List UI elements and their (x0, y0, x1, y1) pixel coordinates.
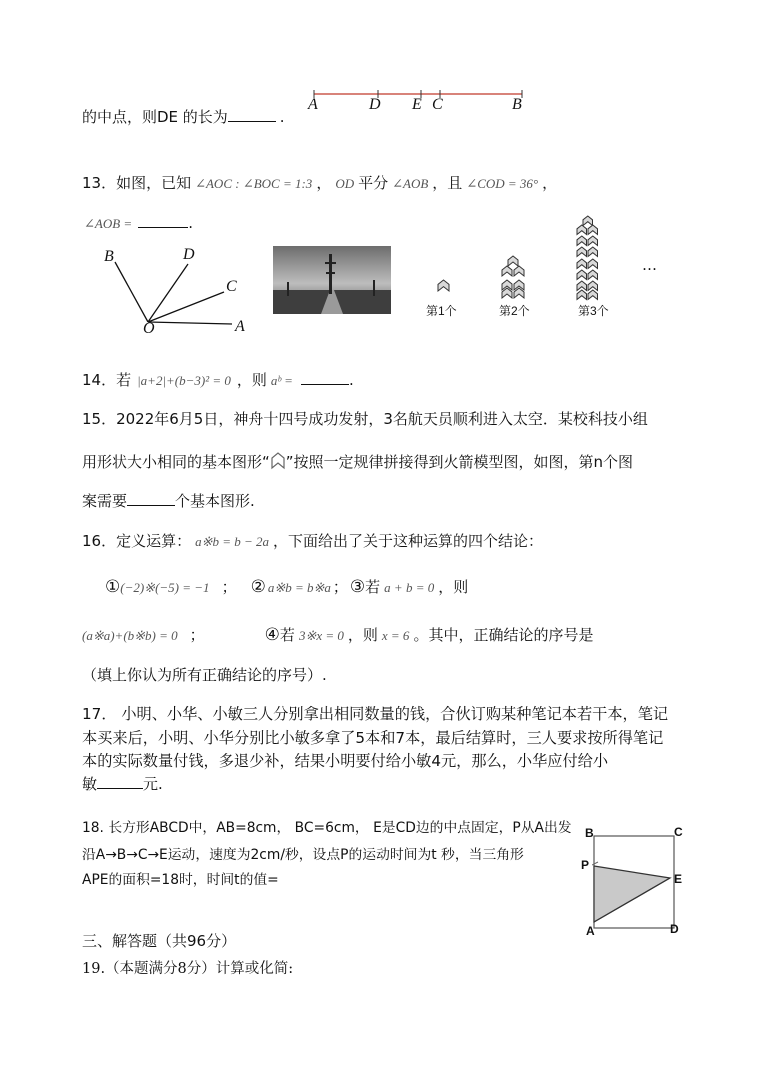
chevron-shape (577, 236, 587, 246)
q18-line1: 18. 长方形ABCD中，AB=8cm， BC=6cm， E是CD边的中点固定，P从A出发 (82, 820, 572, 836)
q16-c4-expr: 3※x = 0 (298, 628, 344, 643)
chevron-shape (577, 225, 587, 235)
q13-cod: ∠COD = 36° (466, 176, 539, 191)
chevron-shape (588, 290, 598, 300)
q16-c2: a※b = b※a (267, 580, 331, 595)
q13-aob-eq: ∠AOB = (84, 216, 133, 231)
q12-text: 的中点，则DE 的长为 (82, 108, 228, 126)
q18-line3: APE的面积=18时，时间t的值= (82, 872, 279, 888)
q13-answer-blank[interactable] (138, 227, 188, 228)
q16-num: 16．定义运算： (82, 532, 192, 550)
q13-period: . (188, 214, 193, 232)
q16-c2-num: ② (250, 577, 266, 597)
rocket-label-3: 第3个 (578, 304, 609, 318)
chevron-shape (588, 247, 598, 257)
q16-c1-num: ① (105, 577, 121, 597)
chevron-shape (577, 247, 587, 257)
q16-c4-then: ，则 (347, 626, 378, 644)
q15-line2a: 用形状大小相同的基本图形“ (82, 453, 270, 471)
q15-answer-blank[interactable] (127, 505, 175, 506)
angle-label-o: O (143, 320, 155, 337)
angle-label-c: C (226, 278, 237, 295)
q17-line3: 本的实际数量付钱，多退少补，结果小明要付给小敏4元，那么，小华应付给小 (82, 752, 609, 770)
q16-line4: （填上你认为所有正确结论的序号）. (82, 666, 327, 684)
rect-label-a: A (586, 924, 595, 938)
q15-line1: 15．2022年6月5日，神舟十四号成功发射，3名航天员顺利进入太空．某校科技小组 (82, 410, 648, 428)
rocket-pattern-figure (420, 214, 620, 304)
q16-c4-if: 若 (279, 626, 295, 644)
launch-photo (273, 246, 391, 314)
q13-and-text: ，且 (432, 174, 463, 192)
chevron-shape (577, 259, 587, 269)
angle-label-d: D (183, 246, 195, 263)
rect-label-e: E (674, 872, 683, 886)
q13-ratio: ∠AOC : ∠BOC = 1:3 (195, 176, 313, 191)
chevron-shape (588, 236, 598, 246)
q12-answer-blank[interactable] (228, 121, 276, 122)
q16-c1: (−2)※(−5) = −1 (120, 580, 210, 595)
q16-c3-if: 若 (365, 578, 381, 596)
q16-line1 (82, 530, 543, 551)
q16-semi3: ； (189, 626, 205, 644)
q13-num: 13．如图，已知 (82, 174, 192, 192)
q14-answer-blank[interactable] (301, 384, 349, 385)
q14-then: ，则 (236, 371, 267, 389)
q16-c4-tail: 。其中，正确结论的序号是 (413, 626, 594, 644)
chevron-shape (514, 288, 524, 298)
seg-label-c: C (432, 96, 443, 113)
q14-period: . (348, 371, 354, 389)
q15-line2b: ”按照一定规律拼接得到火箭模型图，如图，第n个图 (285, 453, 634, 471)
q16-c3b: (a※a)+(b※b) = 0 (82, 628, 178, 643)
chevron-shape (502, 288, 512, 298)
q17-line4 (82, 773, 163, 794)
q15-line3 (82, 490, 255, 511)
chevron-shape (514, 266, 524, 276)
q14-expr: |a+2|+(b−3)² = 0 (137, 373, 231, 388)
q15-line3a: 案需要 (82, 492, 128, 510)
chevron-shape (577, 290, 587, 300)
q13-aob: ∠AOB (392, 176, 429, 191)
chevron-shape (588, 281, 598, 291)
rocket-ellipsis: … (642, 256, 657, 274)
chevron-shape (502, 266, 512, 276)
q16-c3-expr: a + b = 0 (384, 580, 435, 595)
q13-line1 (82, 172, 557, 193)
q17-answer-blank[interactable] (97, 788, 143, 789)
q15-line2 (82, 451, 633, 472)
q17-line4a: 敏 (82, 775, 98, 793)
chevron-shape (588, 270, 598, 280)
q16-line2 (105, 576, 468, 597)
rocket-label-1: 第1个 (426, 304, 457, 318)
q13-od: OD (335, 176, 355, 191)
q13-sep2: ， (542, 174, 558, 192)
q15-line3b: 个基本图形. (175, 492, 255, 510)
seg-label-a: A (308, 96, 318, 113)
q12-line (82, 106, 285, 127)
q16-semi1: ； (221, 578, 237, 596)
chevron-shape (577, 281, 587, 291)
rect-label-c: C (674, 825, 683, 839)
q16-c3-then: ，则 (438, 578, 469, 596)
seg-label-e: E (412, 96, 422, 113)
q13-sep1: ， (316, 174, 332, 192)
rect-label-p: P (581, 858, 590, 872)
q16-c4-num: ④ (264, 625, 280, 645)
rectangle-figure (592, 830, 682, 930)
basic-shape-icon (270, 452, 286, 470)
angle-label-b: B (104, 248, 114, 265)
q16-def: a※b = b − 2a (195, 534, 270, 549)
q17-line1: 17． 小明、小华、小敏三人分别拿出相同数量的钱，合伙订购某种笔记本若干本，笔记 (82, 705, 669, 723)
chevron-shape (588, 225, 598, 235)
angle-label-a: A (235, 318, 245, 335)
seg-label-b: B (512, 96, 522, 113)
q16-c3-num: ③ (349, 577, 366, 597)
q16-semi2: ； (332, 578, 348, 596)
rocket-label-2: 第2个 (499, 304, 530, 318)
chevron-shape (438, 280, 449, 291)
q16-def-text: ，下面给出了关于这种运算的四个结论： (273, 532, 544, 550)
q16-c4-expr2: x = 6 (381, 628, 410, 643)
chevron-shape (508, 256, 518, 266)
q17-line2: 本买来后，小明、小华分别比小敏多拿了5本和7本，最后结算时，三人要求按所得笔记 (82, 729, 664, 747)
section-3-title: 三、解答题（共96分） (82, 932, 237, 950)
rect-label-d: D (670, 922, 679, 936)
rect-label-b: B (585, 826, 594, 840)
q14-line (82, 369, 354, 390)
q17-line4b: 元. (143, 775, 163, 793)
q14-num: 14．若 (82, 371, 132, 389)
q18-line2: 沿A→B→C→E运动，速度为2cm/秒，设点P的运动时间为t 秒，当三角形 (82, 847, 524, 863)
q16-line3 (82, 624, 593, 645)
q19-line: 19.（本题满分8分）计算或化简: (82, 961, 294, 977)
q14-expr2: aᵇ = (270, 373, 293, 388)
q13-bisect-text: 平分 (358, 174, 389, 192)
q13-line2 (84, 214, 193, 232)
chevron-shape (577, 270, 587, 280)
chevron-shape (588, 259, 598, 269)
seg-label-d: D (369, 96, 381, 113)
chevron-shape (583, 216, 593, 226)
q12-period: . (279, 108, 285, 126)
